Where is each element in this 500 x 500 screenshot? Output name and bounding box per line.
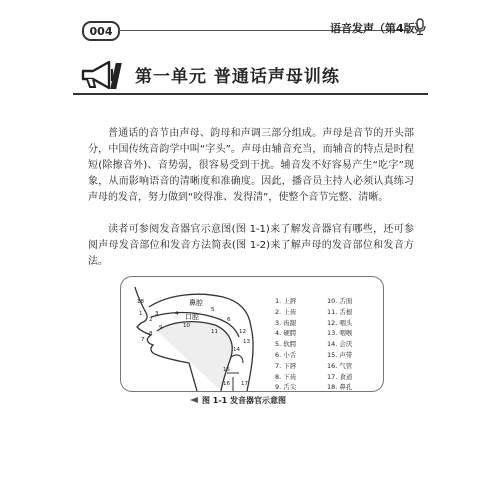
num-label-17: 17 [241,381,248,387]
book-title: 语音发声（第4版） [330,22,426,35]
num-label-16: 16 [223,381,230,387]
figure-caption-text: 图 1-1 发音器官示意图 [202,396,287,405]
legend-item: 10. 舌面 [327,297,353,305]
num-label-1: 1 [139,311,143,317]
num-label-7: 7 [141,337,145,343]
legend-item: 5. 软腭 [275,340,297,349]
num-label-4: 4 [175,311,179,317]
organ-legend [275,296,379,392]
page-number: 004 [82,21,120,41]
num-label-11: 11 [211,329,218,335]
num-label-3: 3 [155,311,159,317]
legend-item: 11. 舌根 [327,307,353,316]
vocal-organs-figure [120,276,384,392]
num-label-14: 14 [233,347,240,353]
legend-item: 16. 气管 [327,361,353,370]
legend-item: 15. 声带 [327,350,353,359]
figure-caption [190,395,286,406]
unit-title: 第一单元 普通话声母训练 [135,67,340,87]
legend-item: 14. 会厌 [327,340,353,349]
legend-item: 2. 上齿 [275,307,297,316]
num-label-18: 18 [137,299,144,305]
microphone-icon [412,18,428,36]
num-label-13: 13 [243,339,250,345]
num-label-12: 12 [239,329,246,335]
legend-item: 4. 硬腭 [275,329,297,338]
num-label-2: 2 [149,317,153,323]
legend-item: 18. 鼻孔 [327,383,353,392]
legend-item: 12. 咽头 [327,318,353,327]
num-label-9: 9 [159,325,163,331]
num-label-8: 8 [149,331,153,337]
legend-item: 13. 咽喉 [327,329,353,338]
body-paragraph-1: 普通话的音节由声母、韵母和声调三部分组成。声母是音节的开头部分，中国传统音韵学中叫“字头”。声母由辅音充当，而辅音的特点是时程短(除擦音外)、音势弱，很容易受到干扰。辅音发不好容易产生“吃字”现象，从而影响语音的清晰度和准确度。因此，播音员主持人必须认真练习声母的发音，努力做到“咬得准、发得清”，使整个音节完整、清晰。 [88,128,414,203]
num-label-15: 15 [223,367,230,373]
legend-item: 9. 舌尖 [275,383,297,392]
legend-item: 17. 食道 [327,372,353,381]
num-label-10: 10 [183,323,190,329]
unit-banner [73,55,428,95]
legend-item: 3. 齿龈 [275,318,297,327]
caption-arrow-icon [190,397,198,403]
legend-item: 7. 下唇 [275,361,297,370]
nasal-cavity-label: 鼻腔 [189,299,203,307]
legend-item: 1. 上唇 [275,297,297,305]
num-label-5: 5 [211,307,215,313]
num-label-6: 6 [227,317,231,323]
vocal-organs-diagram [127,281,267,391]
legend-item: 6. 小舌 [275,350,297,359]
body-paragraph-2: 读者可参阅发音器官示意图(图 1-1)来了解发音器官有哪些，还可参阅声母发音部位和发音方法简表(图 1-2)来了解声母的发音部位和发音方法。 [88,224,414,267]
oral-cavity-label: 口腔 [185,313,199,321]
legend-item: 8. 下齿 [275,372,297,381]
